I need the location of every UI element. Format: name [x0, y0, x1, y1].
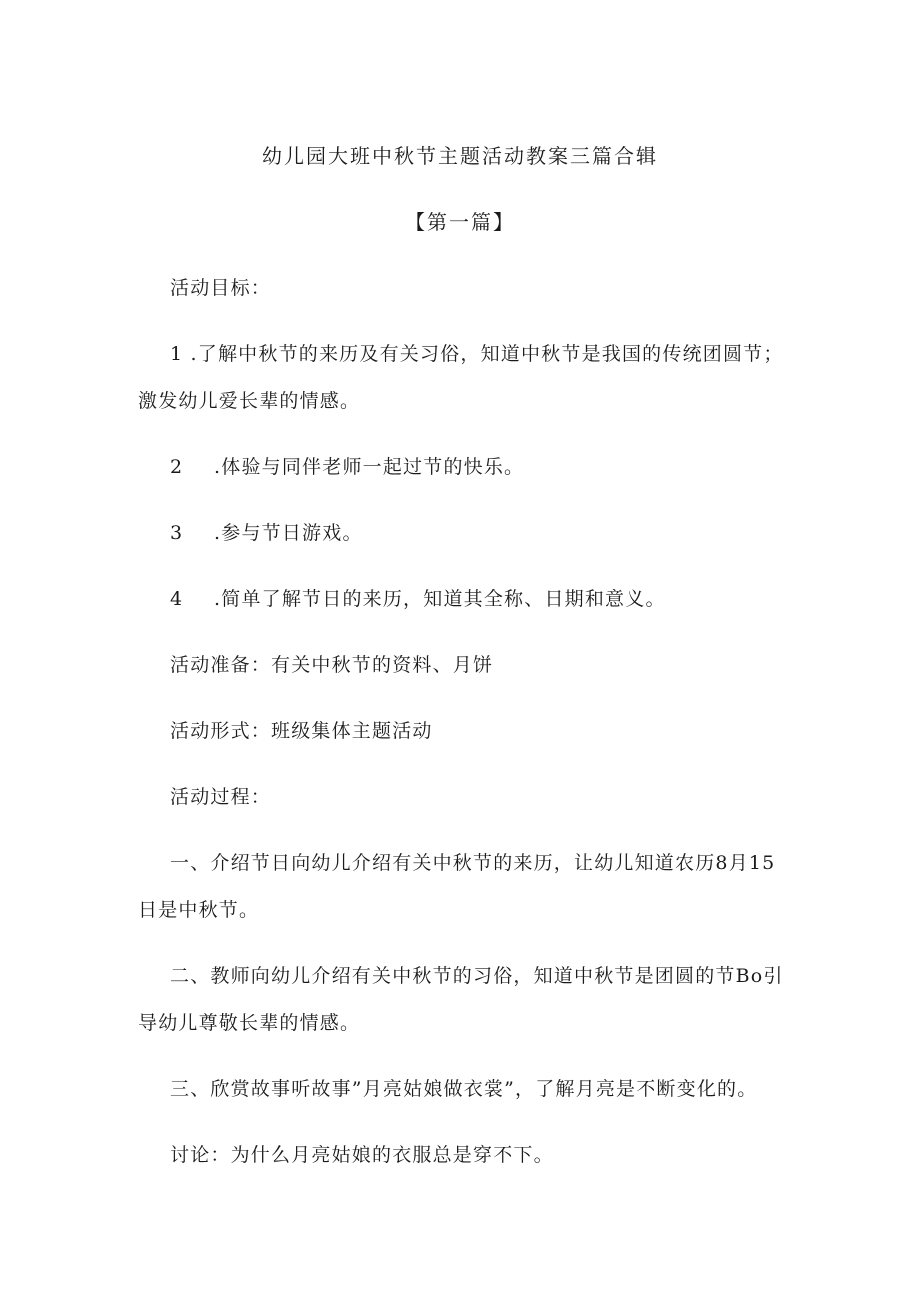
step-2-line-2: 导幼儿尊敬长辈的情感。 [138, 1012, 361, 1034]
step-2-line-1: 二、教师向幼儿介绍有关中秋节的习俗，知道中秋节是团圆的节Bo引 [170, 965, 784, 987]
goal-4-number: 4 [170, 588, 184, 610]
activity-form: 活动形式：班级集体主题活动 [170, 720, 433, 742]
process-heading: 活动过程： [170, 786, 272, 808]
discussion: 讨论：为什么月亮姑娘的衣服总是穿不下。 [170, 1144, 554, 1166]
goal-2-number: 2 [170, 456, 184, 478]
step-1-line-2: 日是中秋节。 [138, 899, 260, 921]
goal-1-line-2: 激发幼儿爱长辈的情感。 [138, 390, 361, 412]
goal-1-line-1: 1 .了解中秋节的来历及有关习俗，知道中秋节是我国的传统团圆节； [170, 343, 784, 365]
goal-2-text: .体验与同伴老师一起过节的快乐。 [214, 456, 525, 478]
goal-4 [170, 587, 666, 611]
section-heading: 【第一篇】 [405, 210, 515, 234]
goal-2 [170, 455, 524, 479]
step-3: 三、欣赏故事听故事”月亮姑娘做衣裳”，了解月亮是不断变化的。 [170, 1078, 758, 1100]
goal-3-number: 3 [170, 522, 184, 544]
goal-3 [170, 521, 363, 545]
step-1-line-1: 一、介绍节日向幼儿介绍有关中秋节的来历，让幼儿知道农历8月15 [170, 852, 776, 874]
goal-3-text: .参与节日游戏。 [214, 522, 363, 544]
goal-4-text: .简单了解节日的来历，知道其全称、日期和意义。 [214, 588, 666, 610]
goals-heading: 活动目标： [170, 277, 272, 299]
activity-preparation: 活动准备：有关中秋节的资料、月饼 [170, 654, 494, 676]
document-title: 幼儿园大班中秋节主题活动教案三篇合辑 [262, 144, 658, 168]
